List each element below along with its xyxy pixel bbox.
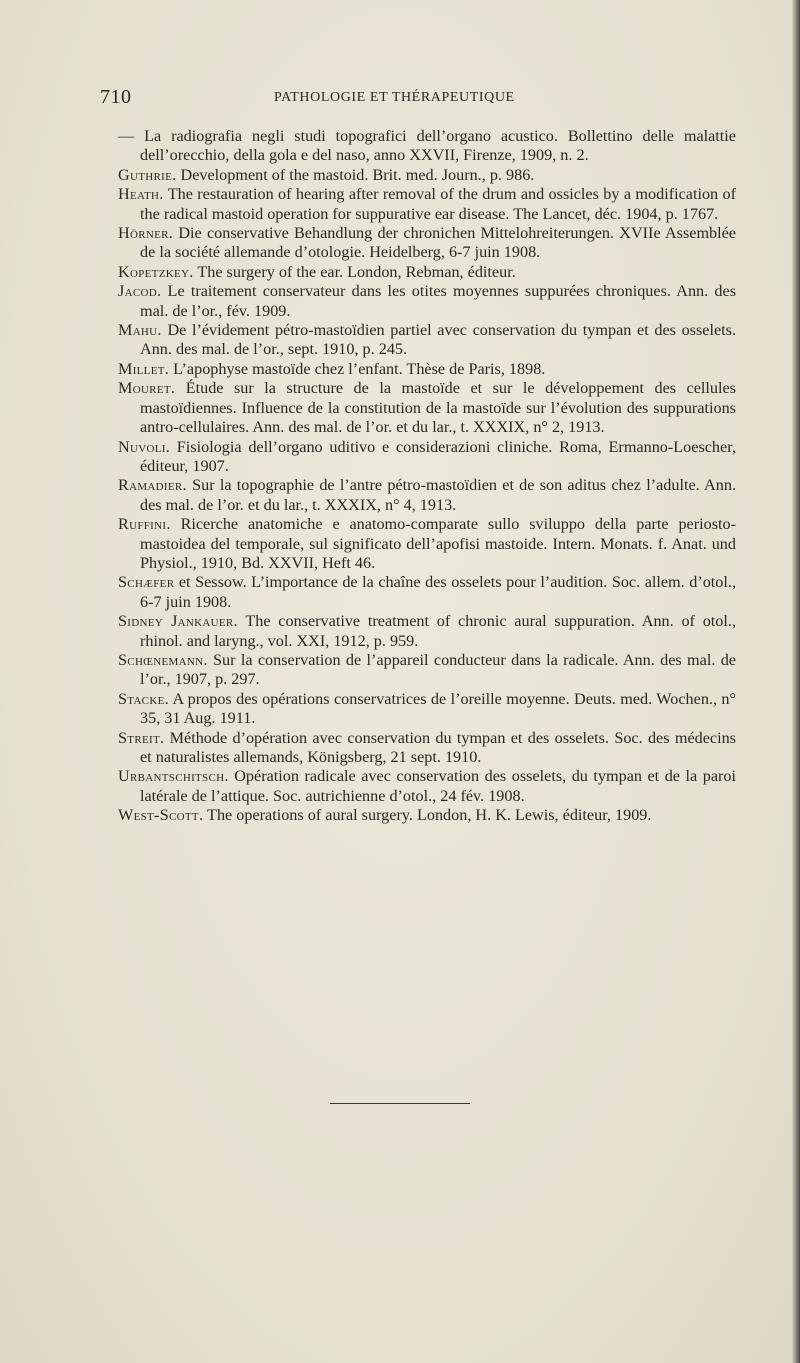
reference-author: Schœnemann.	[118, 650, 208, 669]
reference-author: Mahu.	[118, 321, 162, 340]
reference-entry	[118, 515, 736, 573]
reference-entry	[118, 224, 736, 263]
reference-text: De l’évidement pétro-mastoïdien partiel avec conservation du tympan et des osselets. Ann. des mal. de l’or., sept. 1910, p. 245.	[140, 321, 736, 359]
reference-text: The operations of aural surgery. London, H. K. Lewis, éditeur, 1909.	[203, 806, 652, 825]
reference-list	[118, 127, 736, 826]
running-title: PATHOLOGIE ET THÉRAPEUTIQUE	[274, 90, 515, 105]
reference-author: Heath.	[118, 185, 164, 204]
reference-author: Nuvoli.	[118, 437, 171, 456]
reference-entry	[118, 282, 736, 321]
reference-author: Ramadier.	[118, 476, 187, 495]
reference-entry	[118, 690, 736, 729]
reference-entry	[118, 360, 736, 379]
reference-author: Millet.	[118, 359, 170, 378]
reference-text: The surgery of the ear. London, Rebman, éditeur.	[193, 262, 516, 281]
reference-text: Sur la conservation de l’appareil conducteur dans la radicale. Ann. des mal. de l’or., 1907, p. 297.	[140, 650, 736, 689]
reference-entry	[118, 573, 736, 612]
reference-text: The restauration of hearing after removal of the drum and ossicles by a modification of the radical mastoid operation for suppurative ear disease. The Lancet, déc. 1904, p. 1767.	[140, 185, 736, 223]
page-number: 710	[100, 86, 132, 108]
reference-text: Le traitement conservateur dans les otites moyennes suppurées chroniques. Ann. des mal. de l’or., fév. 1909.	[140, 282, 736, 320]
reference-text: — La radiografia negli studi topografici dell’organo acustico. Bollettino delle malattie dell’orecchio, della gola e del naso, anno XXVII, Firenze, 1909, n. 2.	[118, 127, 736, 165]
reference-entry	[118, 767, 736, 806]
reference-author: Jacod.	[118, 282, 162, 301]
reference-entry	[118, 321, 736, 360]
closing-rule	[330, 1103, 470, 1104]
reference-text: Ricerche anatomiche e anatomo-comparate sullo sviluppo della parte periosto-mastoidea del temporale, sul significato dell’apofisi mastoide. Intern. Monats. f. Anat. und Physiol., 1910, Bd. XXVII, Heft 46.	[140, 515, 736, 572]
reference-author: Kopetzkey.	[118, 262, 194, 281]
reference-text: The conservative treatment of chronic aural suppuration. Ann. of otol., rhinol. and laryng., vol. XXI, 1912, p. 959.	[140, 612, 736, 650]
reference-entry	[118, 476, 736, 515]
reference-text: L’apophyse mastoïde chez l’enfant. Thèse de Paris, 1898.	[169, 359, 546, 378]
reference-entry	[118, 127, 736, 166]
reference-entry	[118, 729, 736, 768]
reference-author: Ruffini.	[118, 515, 171, 534]
reference-text: A propos des opérations conservatrices de l’oreille moyenne. Deuts. med. Wochen., n° 35, 31 Aug. 1911.	[140, 689, 736, 728]
reference-text: Opération radicale avec conservation des osselets, du tympan et de la paroi latérale de l’attique. Soc. autrichienne d’otol., 24 fév. 1908.	[140, 767, 736, 805]
reference-text: Development of the mastoid. Brit. med. Journ., p. 986.	[176, 165, 535, 184]
reference-author: Hörner.	[118, 224, 174, 243]
reference-entry	[118, 263, 736, 282]
reference-text: Méthode d’opération avec conservation du tympan et des osselets. Soc. des médecins et naturalistes allemands, Königsberg, 21 sept. 1910.	[140, 728, 736, 766]
reference-entry	[118, 612, 736, 651]
reference-text: Sur la topographie de l’antre pétro-mastoïdien et de son aditus chez l’adulte. Ann. des mal. de l’or. et du lar., t. XXXIX, n° 4, 1913.	[140, 476, 736, 514]
reference-author: Schæfer	[118, 573, 175, 592]
reference-author: Streit.	[118, 728, 165, 747]
reference-entry	[118, 166, 736, 185]
reference-entry	[118, 185, 736, 224]
page-edge-shadow	[792, 0, 800, 1363]
reference-text: Die conservative Behandlung der chronichen Mittelohreiterungen. XVIIe Assemblée de la société allemande d’otologie. Heidelberg, 6-7 juin 1908.	[140, 224, 736, 262]
reference-author: Sidney Jankauer.	[118, 612, 238, 631]
reference-entry	[118, 806, 736, 825]
page-header	[100, 86, 740, 112]
reference-text: et Sessow. L’importance de la chaîne des osselets pour l’audition. Soc. allem. d’otol., 6-7 juin 1908.	[140, 573, 736, 611]
reference-text: Fisiologia dell’organo uditivo e considerazioni cliniche. Roma, Ermanno-Loescher, éditeur, 1907.	[140, 437, 736, 475]
reference-entry	[118, 438, 736, 477]
reference-text: Étude sur la structure de la mastoïde et sur le développement des cellules mastoïdiennes. Influence de la constitution de la mastoïde sur l’évolution des suppurations antro-cellulaires. Ann. des mal. de l’or. et du lar., t. XXXIX, n° 2, 1913.	[140, 379, 736, 437]
reference-entry	[118, 651, 736, 690]
reference-author: Urbantschitsch.	[118, 767, 229, 786]
reference-author: Mouret.	[118, 379, 176, 398]
reference-author: West-Scott.	[118, 806, 204, 825]
reference-entry	[118, 379, 736, 437]
reference-author: Guthrie.	[118, 165, 177, 184]
reference-author: Stacke.	[118, 689, 169, 708]
